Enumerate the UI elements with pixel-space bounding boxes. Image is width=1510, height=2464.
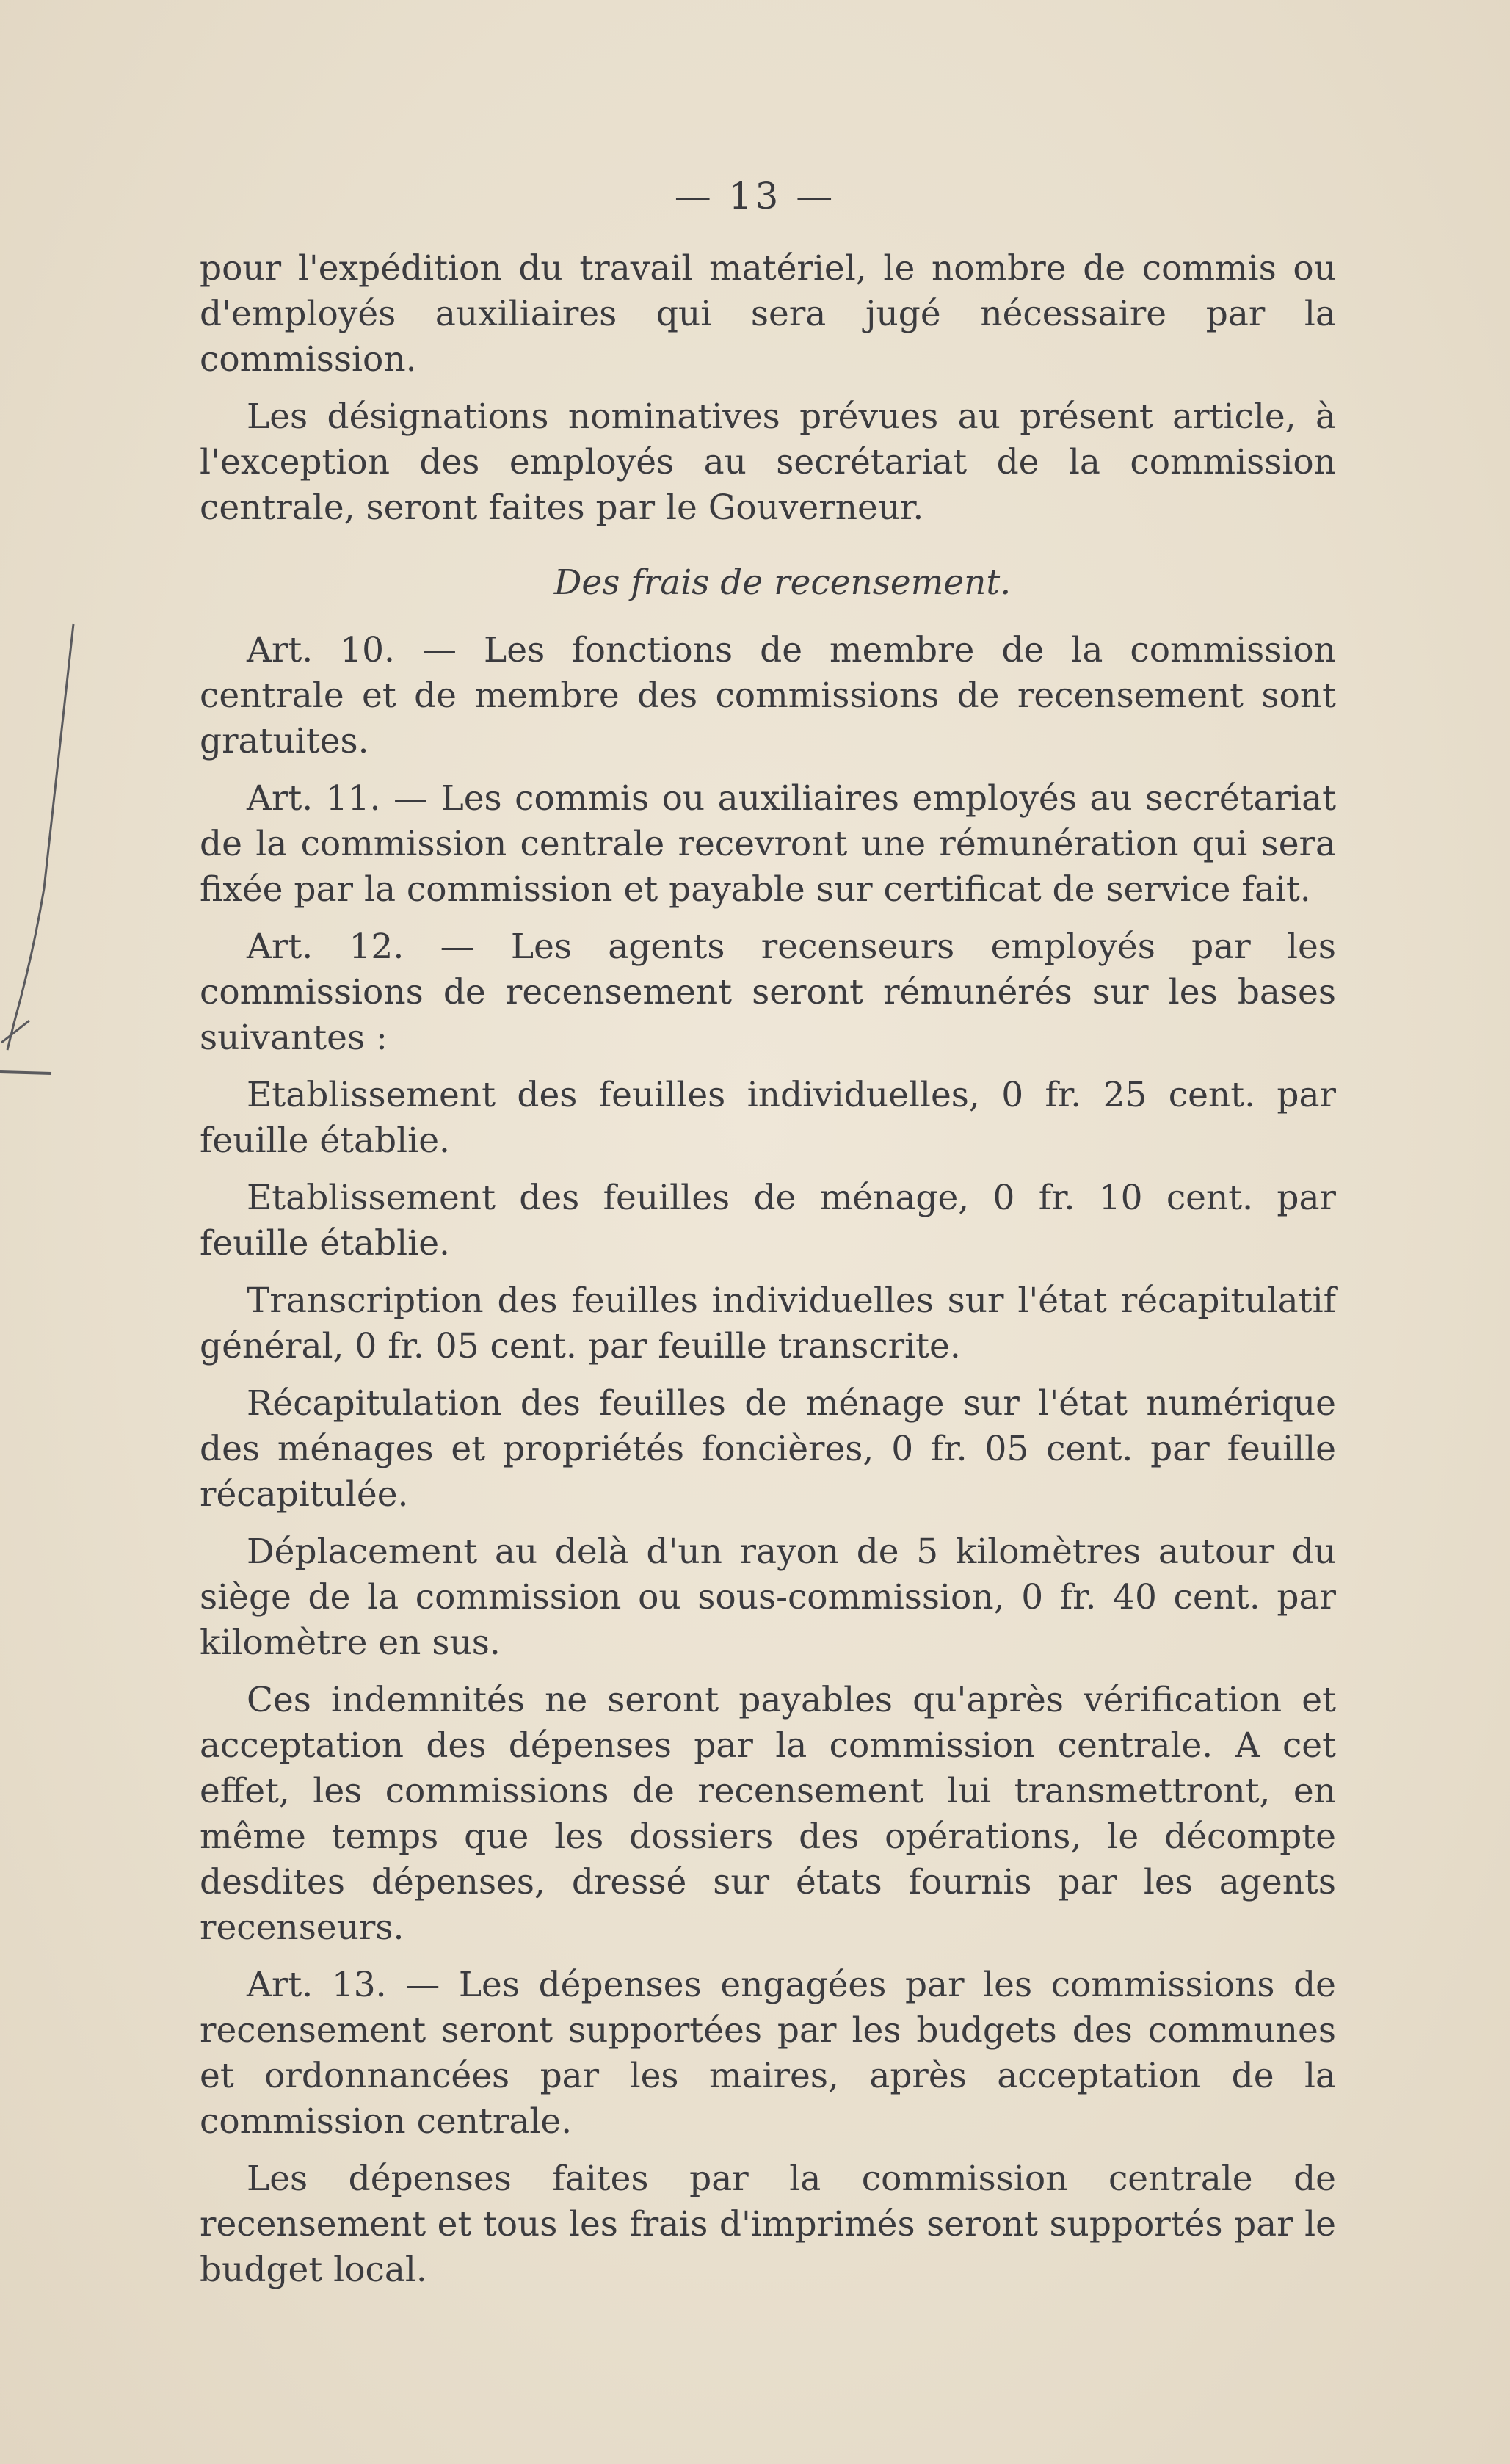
article-11: Art. 11. — Les commis ou auxiliaires employés au secrétariat de la commission centrale recevront une rémunération qui sera fixée par la commission et payable sur certificat de service fait.: [200, 778, 1336, 910]
section-heading: Des frais de recensement.: [553, 562, 1012, 603]
paragraph: Transcription des feuilles individuelles sur l'état récapitulatif général, 0 fr. 05 cent. par feuille transcrite.: [200, 1280, 1336, 1366]
article-10: Art. 10. — Les fonctions de membre de la commission centrale et de membre des commissions de recensement sont gratuites.: [200, 630, 1336, 761]
paragraph: Ces indemnités ne seront payables qu'après vérification et acceptation des dépenses par la commission centrale. A cet effet, les commissions de recensement lui transmettront, en même temps que les dossiers des opérations, le décompte desdites dépenses, dressé sur états fournis par les agents recenseurs.: [200, 1680, 1336, 1948]
margin-pencil-mark: [0, 609, 88, 1087]
paragraph: Les désignations nominatives prévues au présent article, à l'exception des employés au secrétariat de la commission centrale, seront faites par le Gouverneur.: [200, 396, 1336, 528]
paragraph: Les dépenses faites par la commission centrale de recensement et tous les frais d'imprimés seront supportés par le budget local.: [200, 2159, 1336, 2290]
article-13: Art. 13. — Les dépenses engagées par les commissions de recensement seront supportées par les budgets des communes et ordonnancées par les maires, après acceptation de la commission centrale.: [200, 1965, 1336, 2142]
article-12: Art. 12. — Les agents recenseurs employés par les commissions de recensement seront rémunérés sur les bases suivantes :: [200, 927, 1336, 1058]
paragraph: Récapitulation des feuilles de ménage sur l'état numérique des ménages et propriétés foncières, 0 fr. 05 cent. par feuille récapitulée.: [200, 1383, 1336, 1515]
paragraph: Etablissement des feuilles de ménage, 0 fr. 10 cent. par feuille établie.: [200, 1178, 1336, 1264]
paragraph: Etablissement des feuilles individuelles, 0 fr. 25 cent. par feuille établie.: [200, 1075, 1336, 1161]
body-text: [200, 246, 1336, 2305]
page-number: — 13 —: [674, 175, 836, 217]
paragraph: pour l'expédition du travail matériel, le nombre de commis ou d'employés auxiliaires qui sera jugé nécessaire par la commission.: [200, 248, 1336, 380]
paragraph: Déplacement au delà d'un rayon de 5 kilomètres autour du siège de la commission ou sous-commission, 0 fr. 40 cent. par kilomètre en sus.: [200, 1532, 1336, 1663]
